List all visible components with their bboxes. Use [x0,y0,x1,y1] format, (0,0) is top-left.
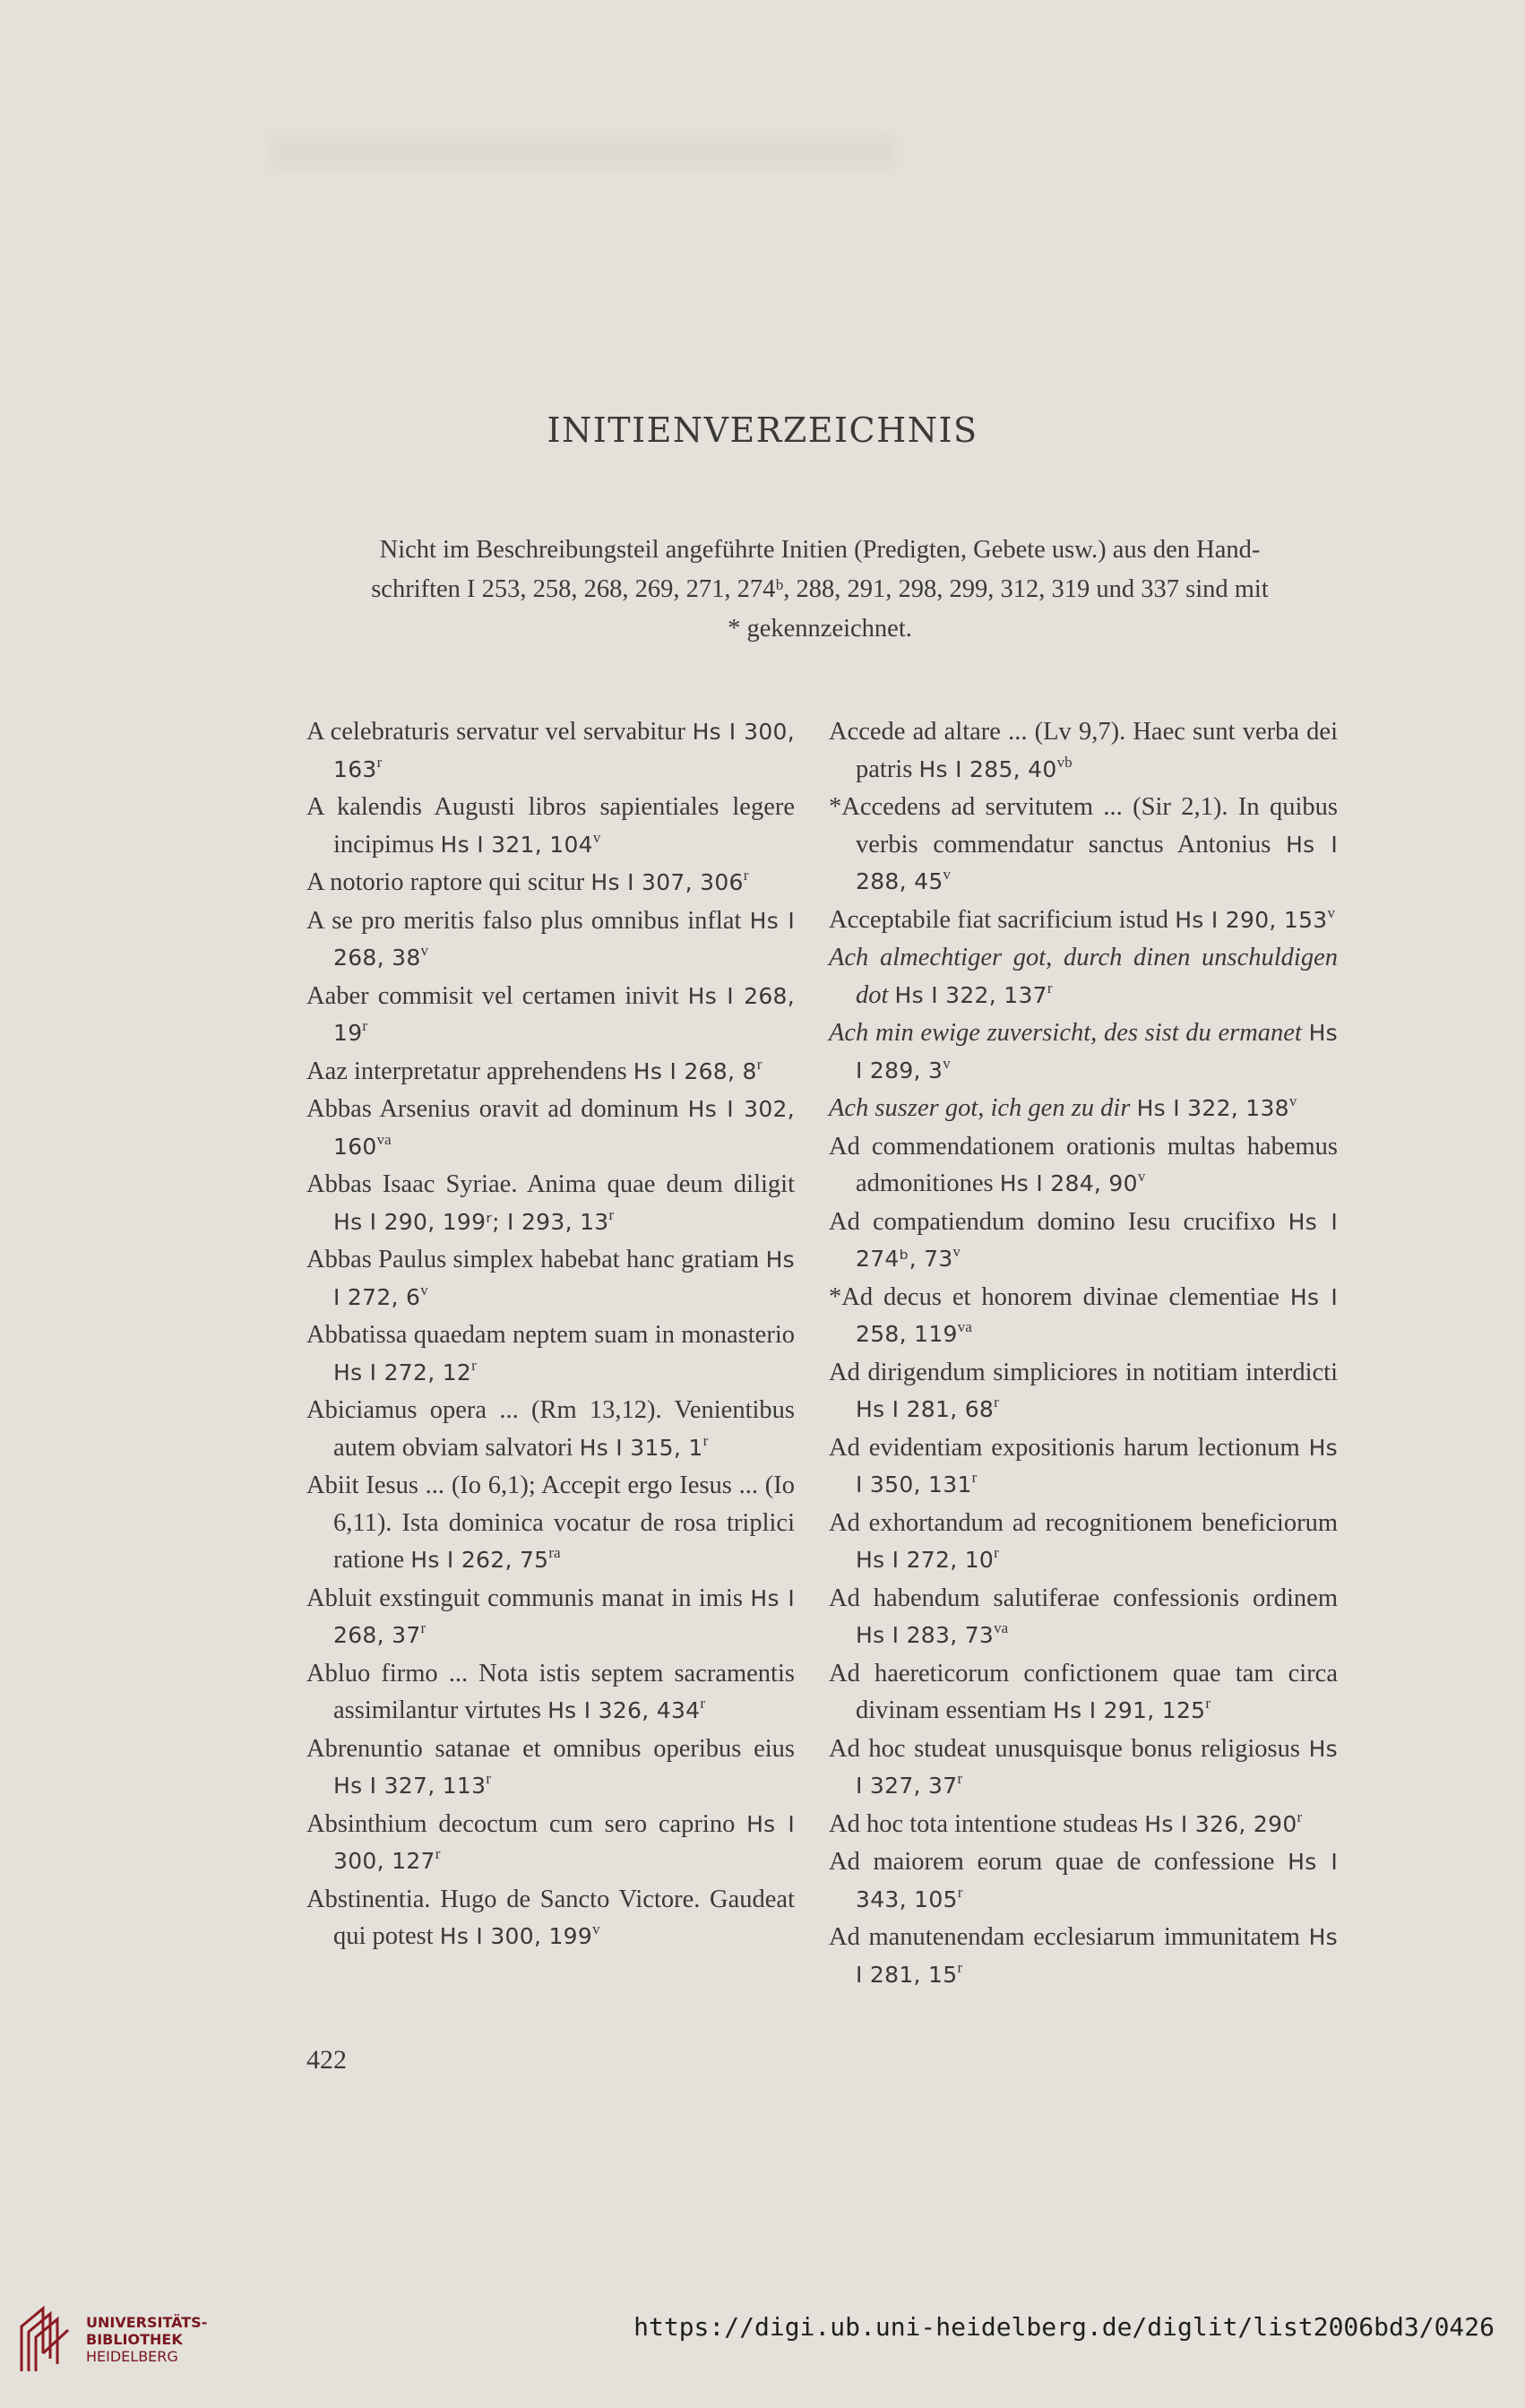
entry-reference: Hs I 268, 19 [333,982,795,1046]
entry-reference: Hs I 281, 68 [856,1396,995,1422]
library-logo-icon [16,2303,73,2375]
index-entry [829,902,1338,939]
index-entry [306,1467,795,1579]
entry-folio-side: r [994,1394,999,1411]
entry-incipit: Ad compatiendum domino Iesu crucifixo [829,1207,1276,1236]
entry-reference: Hs I 268, 38 [333,907,795,971]
entry-incipit: Abiciamus opera ... (Rm 13,12). Venientibus autem obviam salvatori [306,1396,795,1462]
index-entry [829,1505,1338,1579]
index-entry [306,1881,795,1955]
entry-incipit: Abrenuntio satanae et omnibus operibus eius [306,1734,795,1763]
index-entry [829,1354,1338,1428]
page-number: 422 [306,2045,347,2075]
entry-incipit: A celebraturis servatur vel servabitur [306,718,685,746]
entry-folio-side: v [952,1243,961,1260]
entry-incipit: Acceptabile fiat sacrificium istud [829,905,1169,934]
entry-reference: Hs I 300, 199 [439,1923,593,1949]
index-entry [829,1014,1338,1089]
index-entry [829,1580,1338,1654]
entry-incipit: Abbatissa quaedam neptem suam in monasterio [306,1321,795,1349]
index-entry [829,1806,1338,1843]
entry-folio-side: r [435,1845,441,1862]
index-entry [306,864,795,902]
entry-incipit: Abluit exstinguit communis manat in imis [306,1584,743,1612]
entry-folio-side: v [1137,1168,1146,1185]
entry-reference: Hs I 290, 199ʳ; I 293, 13 [333,1208,609,1235]
entry-reference: Hs I 326, 290 [1144,1810,1297,1837]
entry-reference: Hs I 268, 8 [633,1057,757,1084]
index-entry [306,1091,795,1165]
entry-incipit: Abstinentia. Hugo de Sancto Victore. Gaudeat qui potest [306,1885,795,1950]
logo-line: UNIVERSITÄTS- [86,2314,208,2331]
entry-folio-side: r [1297,1808,1303,1825]
page-title: INITIENVERZEICHNIS [547,410,978,450]
entry-incipit: Ach suszer got, ich gen zu dir [829,1094,1131,1122]
index-entry [306,1241,795,1316]
entry-folio-side: r [362,1017,368,1034]
entry-folio-side: v [420,942,429,959]
index-entry [306,1392,795,1466]
entry-folio-side: r [971,1469,978,1486]
entry-folio-side: v [943,1054,951,1072]
entry-folio-side: v [592,828,601,846]
entry-reference: Hs I 326, 434 [547,1697,701,1723]
entry-reference: Hs I 272, 10 [856,1547,995,1573]
entry-incipit: Abbas Isaac Syriae. Anima quae deum diligit [306,1170,795,1198]
entry-incipit: Ad haereticorum confictionem quae tam circa divinam essentiam [829,1659,1338,1724]
entry-incipit: Ad hoc studeat unusquisque bonus religiosus [829,1734,1300,1763]
index-entry [829,1128,1338,1203]
entry-reference: Hs I 290, 153 [1175,906,1328,933]
entry-folio-side: r [994,1544,999,1561]
entry-folio-side: r [957,1958,963,1976]
index-entry [306,1166,795,1240]
entry-folio-side: v [1288,1092,1297,1109]
entry-incipit: A se pro meritis falso plus omnibus inflat [306,906,742,935]
index-entry [829,1090,1338,1127]
entry-incipit: Ad dirigendum simpliciores in notitiam interdicti [829,1358,1338,1386]
index-entry [306,1655,795,1730]
entry-folio-side: r [486,1770,491,1787]
entry-reference: Hs I 307, 306 [590,869,744,895]
entry-reference: Hs I 262, 75 [410,1547,549,1573]
index-entry [306,1730,795,1805]
entry-incipit: Aaber commisit vel certamen inivit [306,981,679,1010]
source-url-link[interactable]: https://digi.ub.uni-heidelberg.de/diglit/list2006bd3/0426 [633,2312,1495,2342]
logo-line: BIBLIOTHEK [86,2331,183,2348]
entry-reference: Hs I 285, 40 [918,755,1057,782]
entry-reference: Hs I 281, 15 [856,1924,1338,1988]
entry-folio-side: r [471,1356,477,1374]
entry-incipit: Accede ad altare ... (Lv 9,7). Haec sunt verba dei patris [829,718,1338,783]
intro-line: Nicht im Beschreibungsteil angeführte Initien (Predigten, Gebete usw.) aus den Hand- [379,536,1261,564]
entry-folio-side: r [743,867,749,884]
entry-incipit: Ad evidentiam expositionis harum lectionum [829,1433,1300,1462]
intro-line: schriften I 253, 258, 268, 269, 271, 274ᵇ, 288, 291, 298, 299, 312, 319 und 337 sind mit [371,575,1269,603]
index-entry [306,902,795,977]
entry-reference: Hs I 315, 1 [579,1434,703,1461]
entry-incipit: *Accedens ad servitutem ... (Sir 2,1). In quibus verbis commendatur sanctus Antonius [829,793,1338,859]
index-entry [829,1843,1338,1918]
entry-incipit: A notorio raptore qui scitur [306,868,585,896]
intro-paragraph [300,531,1340,649]
entry-reference: Hs I 283, 73 [856,1622,995,1648]
entry-reference: Hs I 272, 6 [333,1247,795,1310]
left-column [306,713,795,1956]
entry-folio-side: va [376,1130,392,1148]
entry-incipit: Ad manutenendam ecclesiarum immunitatem [829,1923,1300,1951]
index-entry [306,789,795,863]
entry-incipit: Ach min ewige zuversicht, des sist du ermanet [829,1019,1302,1047]
index-entry [306,1580,795,1654]
index-entry [306,1316,795,1391]
entry-folio-side: ra [548,1544,561,1561]
entry-reference: Hs I 289, 3 [856,1020,1339,1083]
index-entry [829,713,1338,788]
entry-folio-side: r [608,1205,615,1223]
entry-folio-side: v [1327,903,1336,921]
entry-reference: Hs I 258, 119 [856,1283,1339,1347]
entry-folio-side: r [1047,979,1053,997]
entry-incipit: Ad hoc tota intentione studeas [829,1809,1139,1838]
entry-incipit: Abluo firmo ... Nota istis septem sacramentis assimilantur virtutes [306,1659,795,1724]
index-entry [829,939,1338,1014]
entry-folio-side: r [700,1695,706,1712]
entry-reference: Hs I 321, 104 [440,831,593,858]
entry-folio-side: r [756,1055,762,1073]
entry-folio-side: r [702,1431,709,1449]
entry-incipit: Abbas Arsenius oravit ad dominum [306,1095,679,1123]
intro-line: * gekennzeichnet. [728,615,912,643]
entry-reference: Hs I 350, 131 [856,1434,1338,1497]
entry-folio-side: v [943,866,952,883]
entry-folio-side: r [957,1883,963,1901]
entry-folio-side: vb [1056,753,1073,771]
index-entry [829,1730,1338,1805]
index-entry [829,1429,1338,1504]
right-column [829,713,1338,1994]
entry-folio-side: v [592,1920,600,1938]
entry-reference: Hs I 300, 127 [333,1810,796,1874]
entry-folio-side: r [420,1619,426,1636]
entry-folio-side: v [420,1281,428,1299]
index-entry [829,1919,1338,1993]
library-logo-text [86,2314,207,2365]
entry-reference: Hs I 322, 138 [1136,1095,1289,1121]
entry-folio-side: r [957,1770,963,1787]
index-entry [306,713,795,788]
entry-reference: Hs I 288, 45 [856,831,1338,894]
entry-reference: Hs I 343, 105 [856,1849,1338,1912]
entry-reference: Hs I 302, 160 [333,1096,795,1160]
entry-incipit: Ad habendum salutiferae confessionis ordinem [829,1584,1338,1612]
index-entry [306,1806,795,1880]
entry-incipit: Absinthium decoctum cum sero caprino [306,1809,736,1838]
entry-reference: Hs I 272, 12 [333,1359,472,1385]
entry-incipit: Abiit Iesus ... (Io 6,1); Accepit ergo Iesus ... (Io 6,11). Ista dominica vocatur de rosa triplici ratione [306,1472,795,1574]
entry-folio-side: va [957,1318,972,1335]
entry-reference: Hs I 284, 90 [999,1170,1138,1196]
entry-incipit: Ach almechtiger got, durch dinen unschuldigen dot [829,944,1338,1009]
entry-incipit: Ad maiorem eorum quae de confessione [829,1848,1275,1876]
entry-reference: Hs I 291, 125 [1053,1697,1206,1723]
index-entry [306,978,795,1052]
index-entry [829,1279,1338,1353]
entry-reference: Hs I 268, 37 [333,1584,796,1648]
entry-folio-side: va [994,1619,1009,1636]
entry-incipit: A kalendis Augusti libros sapientiales legere incipimus [306,793,795,859]
entry-reference: Hs I 322, 137 [894,981,1047,1008]
entry-folio-side: r [376,753,383,771]
index-entry [829,1655,1338,1730]
entry-incipit: Ad commendationem orationis multas habemus admonitiones [829,1132,1338,1197]
index-entry [829,789,1338,901]
entry-reference: Hs I 327, 113 [333,1773,487,1799]
entry-reference: Hs I 274ᵇ, 73 [856,1208,1339,1272]
logo-line: HEIDELBERG [86,2348,178,2365]
entry-incipit: Aaz interpretatur apprehendens [306,1057,627,1085]
index-entry [306,1053,795,1091]
entry-reference: Hs I 300, 163 [333,719,795,782]
entry-reference: Hs I 327, 37 [856,1735,1338,1799]
entry-incipit: *Ad decus et honorem divinae clementiae [829,1282,1279,1311]
footer [0,2303,1525,2408]
entry-incipit: Abbas Paulus simplex habebat hanc gratiam [306,1246,760,1273]
index-entry [829,1204,1338,1278]
entry-folio-side: r [1205,1695,1211,1712]
scan-smudge [269,134,896,170]
entry-incipit: Ad exhortandum ad recognitionem beneficiorum [829,1508,1338,1537]
library-logo[interactable] [16,2303,222,2375]
